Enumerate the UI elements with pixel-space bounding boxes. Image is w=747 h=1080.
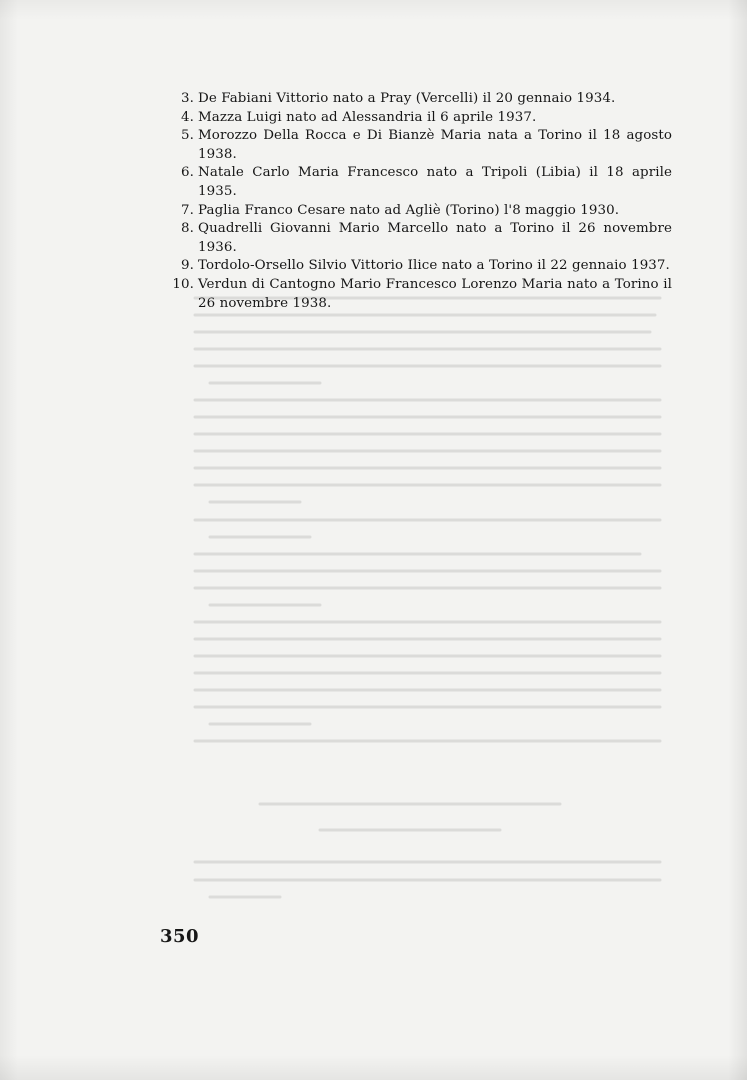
item-text: De Fabiani Vittorio nato a Pray (Vercelli) il 20 gennaio 1934.	[198, 91, 616, 106]
item-number: 4.	[181, 109, 194, 125]
list-item	[162, 276, 672, 313]
item-number: 7.	[181, 202, 194, 218]
list-item	[162, 220, 672, 257]
item-number: 6.	[181, 165, 194, 181]
list-item	[162, 90, 672, 109]
item-text: Quadrelli Giovanni Mario Marcello nato a Torino il 26 novembre 1936.	[198, 221, 672, 255]
item-text: Mazza Luigi nato ad Alessandria il 6 aprile 1937.	[198, 109, 537, 125]
list-item	[162, 109, 672, 128]
item-text: Natale Carlo Maria Francesco nato a Tripoli (Libia) il 18 aprile 1935.	[198, 165, 672, 199]
list-item	[162, 202, 672, 221]
item-number: 3.	[181, 91, 194, 106]
item-number: 8.	[181, 221, 194, 237]
item-text: Verdun di Cantogno Mario Francesco Lorenzo Maria nato a Torino il 26 novembre 1938.	[198, 276, 672, 311]
list-item	[162, 127, 672, 164]
item-text: Morozzo Della Rocca e Di Bianzè Maria nata a Torino il 18 agosto 1938.	[198, 128, 672, 162]
name-list	[162, 90, 672, 313]
list-item	[162, 164, 672, 201]
item-number: 5.	[181, 128, 194, 144]
page-number: 350	[160, 926, 200, 947]
item-number: 10.	[172, 276, 194, 292]
item-number: 9.	[181, 258, 194, 274]
item-text: Tordolo-Orsello Silvio Vittorio Ilice nato a Torino il 22 gennaio 1937.	[198, 258, 670, 274]
list-item	[162, 257, 672, 276]
item-text: Paglia Franco Cesare nato ad Agliè (Torino) l'8 maggio 1930.	[198, 202, 620, 218]
